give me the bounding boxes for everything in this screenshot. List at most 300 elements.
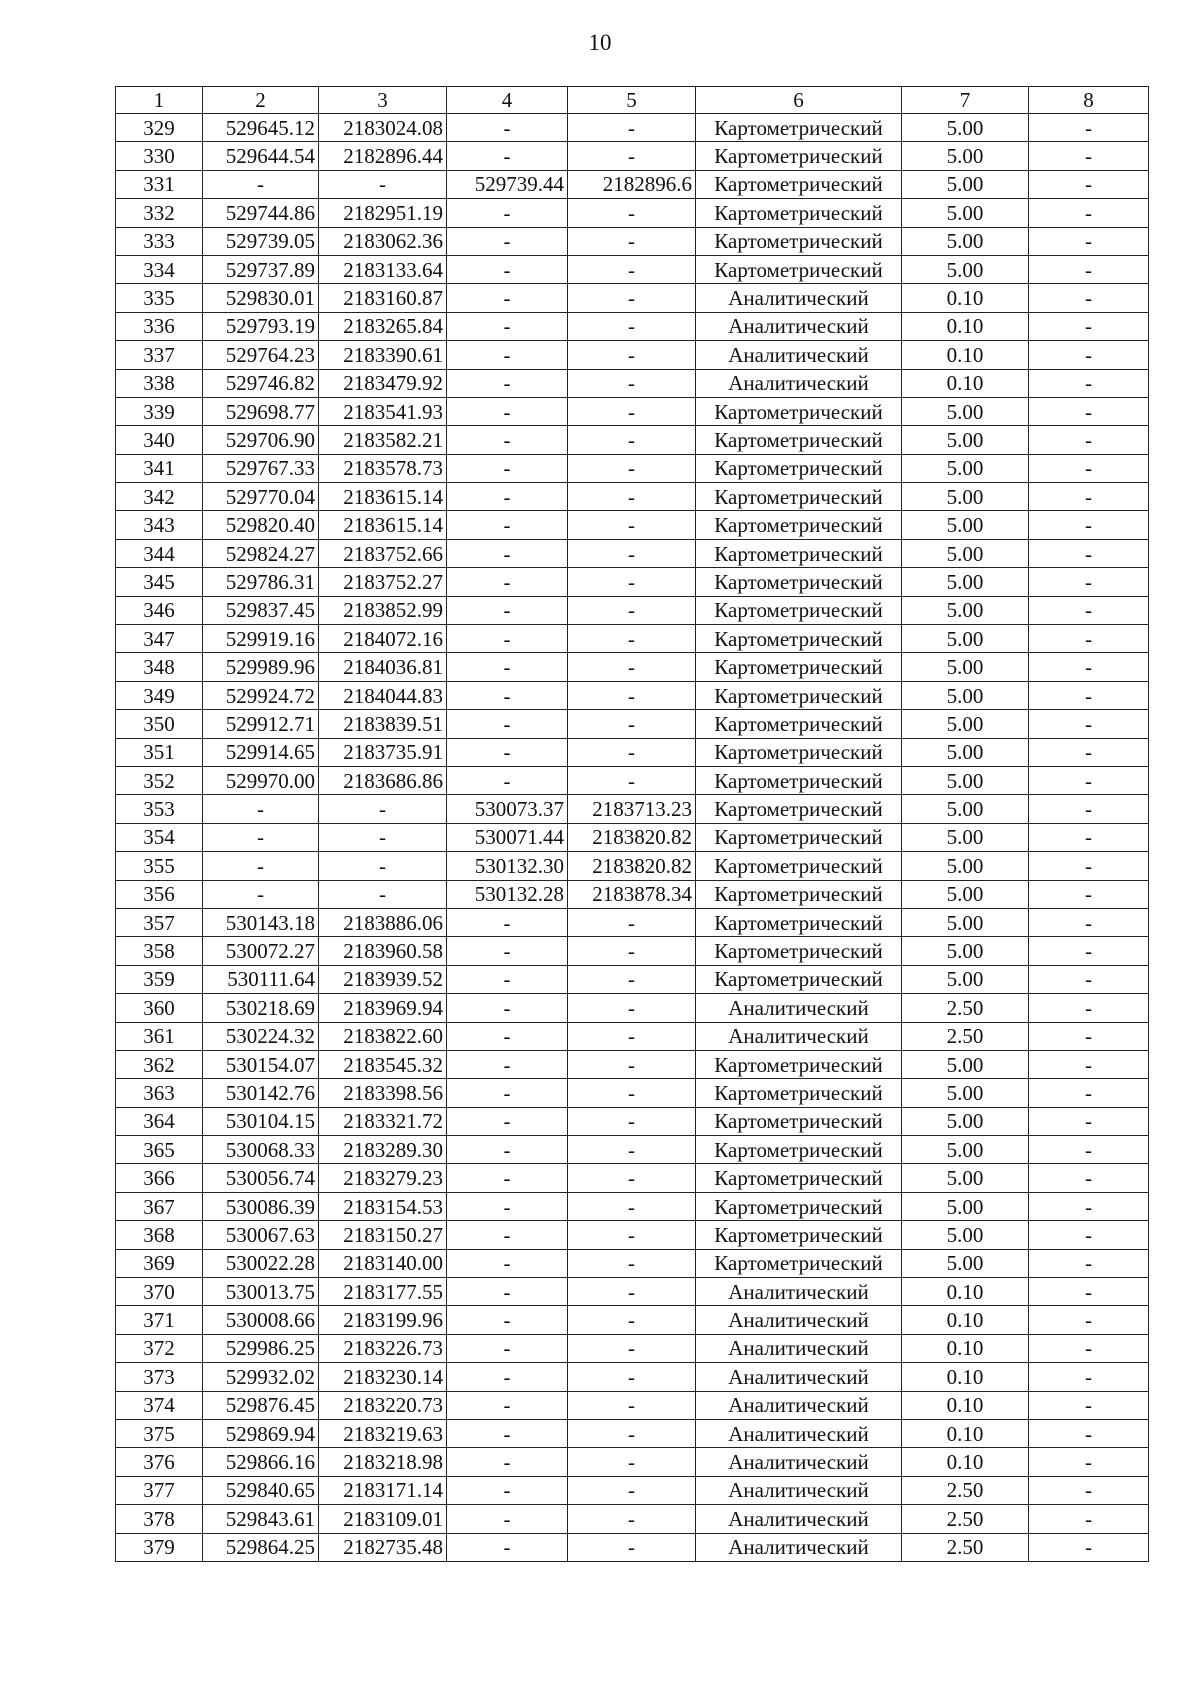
cell-method: Аналитический bbox=[696, 312, 902, 340]
cell-y-new: - bbox=[568, 1107, 696, 1135]
cell-method: Картометрический bbox=[696, 596, 902, 624]
cell-method: Аналитический bbox=[696, 1363, 902, 1391]
cell-point-number: 351 bbox=[116, 738, 203, 766]
cell-y-coordinate: 2183220.73 bbox=[319, 1391, 447, 1419]
cell-y-new: - bbox=[568, 199, 696, 227]
cell-note: - bbox=[1029, 596, 1149, 624]
cell-x-new: - bbox=[447, 1306, 568, 1334]
cell-x-coordinate: 529986.25 bbox=[203, 1334, 319, 1362]
table-row bbox=[116, 596, 1149, 624]
cell-y-new: - bbox=[568, 142, 696, 170]
cell-y-coordinate: 2183150.27 bbox=[319, 1221, 447, 1249]
cell-x-new: - bbox=[447, 937, 568, 965]
cell-point-number: 366 bbox=[116, 1164, 203, 1192]
cell-y-new: - bbox=[568, 1022, 696, 1050]
cell-x-new: - bbox=[447, 312, 568, 340]
cell-note: - bbox=[1029, 625, 1149, 653]
table-row bbox=[116, 1221, 1149, 1249]
cell-note: - bbox=[1029, 738, 1149, 766]
cell-note: - bbox=[1029, 341, 1149, 369]
cell-y-new: - bbox=[568, 1050, 696, 1078]
table-row bbox=[116, 568, 1149, 596]
cell-x-new: - bbox=[447, 1391, 568, 1419]
cell-y-new: - bbox=[568, 908, 696, 936]
cell-note: - bbox=[1029, 994, 1149, 1022]
cell-accuracy: 5.00 bbox=[902, 397, 1029, 425]
cell-y-coordinate: 2183160.87 bbox=[319, 284, 447, 312]
cell-accuracy: 0.10 bbox=[902, 1278, 1029, 1306]
cell-x-coordinate: 529824.27 bbox=[203, 539, 319, 567]
table-row bbox=[116, 908, 1149, 936]
cell-y-coordinate: - bbox=[319, 795, 447, 823]
cell-x-coordinate: 530068.33 bbox=[203, 1136, 319, 1164]
cell-method: Картометрический bbox=[696, 483, 902, 511]
cell-x-new: - bbox=[447, 142, 568, 170]
cell-accuracy: 5.00 bbox=[902, 965, 1029, 993]
table-row bbox=[116, 284, 1149, 312]
table-row bbox=[116, 965, 1149, 993]
cell-y-new: - bbox=[568, 1533, 696, 1561]
cell-x-coordinate: 529770.04 bbox=[203, 483, 319, 511]
cell-note: - bbox=[1029, 1079, 1149, 1107]
cell-note: - bbox=[1029, 1107, 1149, 1135]
cell-method: Аналитический bbox=[696, 994, 902, 1022]
cell-x-coordinate: 529912.71 bbox=[203, 710, 319, 738]
cell-method: Картометрический bbox=[696, 908, 902, 936]
column-header-1: 1 bbox=[116, 87, 203, 114]
cell-method: Картометрический bbox=[696, 1249, 902, 1277]
cell-note: - bbox=[1029, 1391, 1149, 1419]
cell-x-new: - bbox=[447, 1334, 568, 1362]
cell-y-new: - bbox=[568, 426, 696, 454]
cell-y-new: - bbox=[568, 483, 696, 511]
cell-y-new: - bbox=[568, 681, 696, 709]
table-row bbox=[116, 766, 1149, 794]
cell-x-new: - bbox=[447, 1476, 568, 1504]
cell-point-number: 357 bbox=[116, 908, 203, 936]
cell-method: Аналитический bbox=[696, 1022, 902, 1050]
cell-x-coordinate: 529820.40 bbox=[203, 511, 319, 539]
cell-note: - bbox=[1029, 1249, 1149, 1277]
cell-x-new: - bbox=[447, 1505, 568, 1533]
cell-accuracy: 5.00 bbox=[902, 852, 1029, 880]
cell-method: Картометрический bbox=[696, 1050, 902, 1078]
cell-y-coordinate: 2183154.53 bbox=[319, 1192, 447, 1220]
table-row bbox=[116, 1249, 1149, 1277]
cell-method: Картометрический bbox=[696, 795, 902, 823]
cell-y-new: - bbox=[568, 369, 696, 397]
cell-accuracy: 5.00 bbox=[902, 625, 1029, 653]
cell-point-number: 343 bbox=[116, 511, 203, 539]
cell-x-new: - bbox=[447, 596, 568, 624]
header-row bbox=[116, 87, 1149, 114]
cell-x-new: - bbox=[447, 199, 568, 227]
cell-x-coordinate: 530067.63 bbox=[203, 1221, 319, 1249]
cell-y-coordinate: 2183615.14 bbox=[319, 511, 447, 539]
table-row bbox=[116, 1334, 1149, 1362]
cell-note: - bbox=[1029, 1505, 1149, 1533]
cell-x-coordinate: 530218.69 bbox=[203, 994, 319, 1022]
cell-y-new: - bbox=[568, 568, 696, 596]
cell-note: - bbox=[1029, 1533, 1149, 1561]
cell-y-new: - bbox=[568, 1079, 696, 1107]
cell-method: Картометрический bbox=[696, 738, 902, 766]
cell-point-number: 361 bbox=[116, 1022, 203, 1050]
cell-accuracy: 0.10 bbox=[902, 284, 1029, 312]
cell-accuracy: 5.00 bbox=[902, 1107, 1029, 1135]
cell-point-number: 345 bbox=[116, 568, 203, 596]
cell-y-coordinate: 2183969.94 bbox=[319, 994, 447, 1022]
cell-x-new: - bbox=[447, 738, 568, 766]
cell-point-number: 339 bbox=[116, 397, 203, 425]
cell-point-number: 367 bbox=[116, 1192, 203, 1220]
cell-x-new: - bbox=[447, 1022, 568, 1050]
cell-x-new: - bbox=[447, 710, 568, 738]
table-row bbox=[116, 1050, 1149, 1078]
cell-x-coordinate: - bbox=[203, 880, 319, 908]
column-header-6: 6 bbox=[696, 87, 902, 114]
cell-accuracy: 5.00 bbox=[902, 483, 1029, 511]
cell-y-coordinate: 2184044.83 bbox=[319, 681, 447, 709]
cell-method: Картометрический bbox=[696, 852, 902, 880]
cell-point-number: 332 bbox=[116, 199, 203, 227]
cell-method: Картометрический bbox=[696, 823, 902, 851]
cell-y-new: - bbox=[568, 1164, 696, 1192]
cell-accuracy: 0.10 bbox=[902, 1391, 1029, 1419]
cell-note: - bbox=[1029, 681, 1149, 709]
cell-y-new: - bbox=[568, 1391, 696, 1419]
cell-accuracy: 0.10 bbox=[902, 312, 1029, 340]
cell-x-coordinate: 529864.25 bbox=[203, 1533, 319, 1561]
cell-x-new: - bbox=[447, 1107, 568, 1135]
cell-x-coordinate: 529644.54 bbox=[203, 142, 319, 170]
coordinates-table bbox=[115, 86, 1149, 1562]
table-row bbox=[116, 397, 1149, 425]
cell-x-new: - bbox=[447, 681, 568, 709]
table-row bbox=[116, 1391, 1149, 1419]
cell-y-coordinate: 2183541.93 bbox=[319, 397, 447, 425]
cell-note: - bbox=[1029, 852, 1149, 880]
cell-x-new: - bbox=[447, 766, 568, 794]
cell-point-number: 353 bbox=[116, 795, 203, 823]
cell-point-number: 359 bbox=[116, 965, 203, 993]
cell-x-new: - bbox=[447, 1363, 568, 1391]
cell-point-number: 337 bbox=[116, 341, 203, 369]
cell-point-number: 373 bbox=[116, 1363, 203, 1391]
table-row bbox=[116, 341, 1149, 369]
cell-point-number: 335 bbox=[116, 284, 203, 312]
cell-x-coordinate: - bbox=[203, 823, 319, 851]
cell-x-new: - bbox=[447, 1278, 568, 1306]
cell-note: - bbox=[1029, 908, 1149, 936]
table-row bbox=[116, 426, 1149, 454]
table-row bbox=[116, 994, 1149, 1022]
cell-x-new: - bbox=[447, 341, 568, 369]
cell-accuracy: 5.00 bbox=[902, 1221, 1029, 1249]
cell-y-coordinate: 2183265.84 bbox=[319, 312, 447, 340]
cell-note: - bbox=[1029, 284, 1149, 312]
cell-y-coordinate: 2183545.32 bbox=[319, 1050, 447, 1078]
cell-y-new: - bbox=[568, 766, 696, 794]
cell-note: - bbox=[1029, 1136, 1149, 1164]
cell-y-coordinate: 2183321.72 bbox=[319, 1107, 447, 1135]
cell-y-coordinate: 2183024.08 bbox=[319, 114, 447, 142]
cell-x-coordinate: 529970.00 bbox=[203, 766, 319, 794]
cell-method: Картометрический bbox=[696, 227, 902, 255]
cell-x-coordinate: 529837.45 bbox=[203, 596, 319, 624]
cell-y-new: 2183878.34 bbox=[568, 880, 696, 908]
table-row bbox=[116, 852, 1149, 880]
cell-accuracy: 5.00 bbox=[902, 795, 1029, 823]
cell-accuracy: 5.00 bbox=[902, 880, 1029, 908]
cell-x-coordinate: 529737.89 bbox=[203, 255, 319, 283]
cell-x-new: - bbox=[447, 426, 568, 454]
cell-x-new: - bbox=[447, 625, 568, 653]
table-row bbox=[116, 227, 1149, 255]
cell-y-new: - bbox=[568, 114, 696, 142]
cell-x-coordinate: - bbox=[203, 852, 319, 880]
cell-y-new: - bbox=[568, 255, 696, 283]
cell-y-new: - bbox=[568, 454, 696, 482]
table-row bbox=[116, 255, 1149, 283]
cell-y-coordinate: 2183140.00 bbox=[319, 1249, 447, 1277]
cell-method: Картометрический bbox=[696, 625, 902, 653]
cell-y-coordinate: 2183839.51 bbox=[319, 710, 447, 738]
cell-point-number: 350 bbox=[116, 710, 203, 738]
cell-x-new: - bbox=[447, 511, 568, 539]
table-row bbox=[116, 1419, 1149, 1447]
cell-point-number: 334 bbox=[116, 255, 203, 283]
table-row bbox=[116, 369, 1149, 397]
cell-method: Аналитический bbox=[696, 369, 902, 397]
cell-point-number: 340 bbox=[116, 426, 203, 454]
cell-x-new: - bbox=[447, 1221, 568, 1249]
cell-y-coordinate: 2183177.55 bbox=[319, 1278, 447, 1306]
table-row bbox=[116, 511, 1149, 539]
cell-y-new: - bbox=[568, 937, 696, 965]
cell-y-coordinate: 2182896.44 bbox=[319, 142, 447, 170]
table-row bbox=[116, 710, 1149, 738]
cell-y-coordinate: 2183062.36 bbox=[319, 227, 447, 255]
cell-y-new: - bbox=[568, 227, 696, 255]
cell-method: Аналитический bbox=[696, 1334, 902, 1362]
page-number: 10 bbox=[588, 30, 612, 55]
cell-y-coordinate: 2183752.27 bbox=[319, 568, 447, 596]
cell-y-new: - bbox=[568, 1448, 696, 1476]
cell-y-coordinate: 2183822.60 bbox=[319, 1022, 447, 1050]
cell-x-new: - bbox=[447, 1249, 568, 1277]
cell-y-new: - bbox=[568, 312, 696, 340]
table-row bbox=[116, 795, 1149, 823]
column-header-4: 4 bbox=[447, 87, 568, 114]
table-row bbox=[116, 681, 1149, 709]
cell-x-new: - bbox=[447, 454, 568, 482]
cell-point-number: 374 bbox=[116, 1391, 203, 1419]
cell-method: Картометрический bbox=[696, 199, 902, 227]
cell-note: - bbox=[1029, 1050, 1149, 1078]
cell-y-coordinate: - bbox=[319, 170, 447, 198]
cell-point-number: 355 bbox=[116, 852, 203, 880]
cell-y-new: 2183820.82 bbox=[568, 852, 696, 880]
column-header-8: 8 bbox=[1029, 87, 1149, 114]
cell-point-number: 363 bbox=[116, 1079, 203, 1107]
cell-x-new: - bbox=[447, 255, 568, 283]
cell-method: Картометрический bbox=[696, 1079, 902, 1107]
cell-y-new: - bbox=[568, 710, 696, 738]
cell-x-new: - bbox=[447, 1136, 568, 1164]
cell-y-new: - bbox=[568, 965, 696, 993]
cell-x-coordinate: 529744.86 bbox=[203, 199, 319, 227]
cell-x-new: 530071.44 bbox=[447, 823, 568, 851]
cell-accuracy: 5.00 bbox=[902, 426, 1029, 454]
cell-x-coordinate: 529876.45 bbox=[203, 1391, 319, 1419]
cell-y-new: - bbox=[568, 653, 696, 681]
cell-accuracy: 5.00 bbox=[902, 170, 1029, 198]
cell-y-new: - bbox=[568, 341, 696, 369]
cell-y-coordinate: 2183582.21 bbox=[319, 426, 447, 454]
cell-method: Картометрический bbox=[696, 653, 902, 681]
table-row bbox=[116, 1079, 1149, 1107]
cell-y-new: 2182896.6 bbox=[568, 170, 696, 198]
table-body bbox=[116, 114, 1149, 1562]
cell-x-coordinate: 530142.76 bbox=[203, 1079, 319, 1107]
column-header-7: 7 bbox=[902, 87, 1029, 114]
cell-note: - bbox=[1029, 454, 1149, 482]
cell-x-coordinate: 529706.90 bbox=[203, 426, 319, 454]
cell-accuracy: 0.10 bbox=[902, 1306, 1029, 1334]
cell-method: Картометрический bbox=[696, 114, 902, 142]
cell-method: Картометрический bbox=[696, 454, 902, 482]
table-row bbox=[116, 1476, 1149, 1504]
cell-accuracy: 0.10 bbox=[902, 1363, 1029, 1391]
cell-y-new: - bbox=[568, 994, 696, 1022]
table-row bbox=[116, 1278, 1149, 1306]
cell-x-new: - bbox=[447, 539, 568, 567]
cell-y-new: - bbox=[568, 1363, 696, 1391]
cell-y-coordinate: 2184072.16 bbox=[319, 625, 447, 653]
table-row bbox=[116, 1164, 1149, 1192]
cell-accuracy: 2.50 bbox=[902, 994, 1029, 1022]
cell-x-new: - bbox=[447, 994, 568, 1022]
column-header-5: 5 bbox=[568, 87, 696, 114]
cell-y-coordinate: 2183686.86 bbox=[319, 766, 447, 794]
cell-note: - bbox=[1029, 1363, 1149, 1391]
cell-method: Картометрический bbox=[696, 880, 902, 908]
cell-x-new: - bbox=[447, 1419, 568, 1447]
cell-point-number: 329 bbox=[116, 114, 203, 142]
column-header-2: 2 bbox=[203, 87, 319, 114]
cell-y-new: - bbox=[568, 1476, 696, 1504]
cell-point-number: 368 bbox=[116, 1221, 203, 1249]
cell-point-number: 356 bbox=[116, 880, 203, 908]
cell-point-number: 338 bbox=[116, 369, 203, 397]
table-row bbox=[116, 1505, 1149, 1533]
cell-accuracy: 5.00 bbox=[902, 937, 1029, 965]
cell-y-coordinate: - bbox=[319, 852, 447, 880]
table-row bbox=[116, 1022, 1149, 1050]
cell-x-coordinate: 529866.16 bbox=[203, 1448, 319, 1476]
cell-y-coordinate: 2183218.98 bbox=[319, 1448, 447, 1476]
cell-y-new: - bbox=[568, 738, 696, 766]
cell-note: - bbox=[1029, 1334, 1149, 1362]
cell-accuracy: 2.50 bbox=[902, 1533, 1029, 1561]
cell-point-number: 365 bbox=[116, 1136, 203, 1164]
cell-point-number: 375 bbox=[116, 1419, 203, 1447]
table-row bbox=[116, 1306, 1149, 1334]
cell-accuracy: 5.00 bbox=[902, 738, 1029, 766]
table-row bbox=[116, 142, 1149, 170]
cell-x-new: - bbox=[447, 1533, 568, 1561]
cell-y-coordinate: 2182735.48 bbox=[319, 1533, 447, 1561]
table-row bbox=[116, 738, 1149, 766]
cell-accuracy: 0.10 bbox=[902, 1419, 1029, 1447]
cell-point-number: 349 bbox=[116, 681, 203, 709]
cell-point-number: 333 bbox=[116, 227, 203, 255]
table-row bbox=[116, 114, 1149, 142]
table-row bbox=[116, 653, 1149, 681]
cell-note: - bbox=[1029, 142, 1149, 170]
cell-accuracy: 5.00 bbox=[902, 1079, 1029, 1107]
cell-y-coordinate: 2183578.73 bbox=[319, 454, 447, 482]
cell-x-coordinate: 530143.18 bbox=[203, 908, 319, 936]
cell-accuracy: 5.00 bbox=[902, 710, 1029, 738]
cell-accuracy: 5.00 bbox=[902, 1192, 1029, 1220]
cell-note: - bbox=[1029, 511, 1149, 539]
cell-note: - bbox=[1029, 1476, 1149, 1504]
cell-accuracy: 2.50 bbox=[902, 1022, 1029, 1050]
cell-point-number: 371 bbox=[116, 1306, 203, 1334]
cell-method: Картометрический bbox=[696, 426, 902, 454]
table-row bbox=[116, 1192, 1149, 1220]
cell-accuracy: 5.00 bbox=[902, 1050, 1029, 1078]
cell-x-new: - bbox=[447, 397, 568, 425]
cell-x-new: 530132.30 bbox=[447, 852, 568, 880]
cell-y-coordinate: 2184036.81 bbox=[319, 653, 447, 681]
cell-x-new: - bbox=[447, 1050, 568, 1078]
table-row bbox=[116, 1363, 1149, 1391]
cell-accuracy: 5.00 bbox=[902, 142, 1029, 170]
cell-y-new: - bbox=[568, 1306, 696, 1334]
cell-y-new: - bbox=[568, 539, 696, 567]
cell-note: - bbox=[1029, 1278, 1149, 1306]
cell-y-new: 2183713.23 bbox=[568, 795, 696, 823]
cell-x-coordinate: 530086.39 bbox=[203, 1192, 319, 1220]
table-row bbox=[116, 1107, 1149, 1135]
cell-x-new: - bbox=[447, 483, 568, 511]
cell-method: Картометрический bbox=[696, 1136, 902, 1164]
cell-note: - bbox=[1029, 483, 1149, 511]
cell-point-number: 369 bbox=[116, 1249, 203, 1277]
cell-note: - bbox=[1029, 710, 1149, 738]
cell-x-new: - bbox=[447, 653, 568, 681]
cell-note: - bbox=[1029, 255, 1149, 283]
cell-y-new: - bbox=[568, 1136, 696, 1164]
cell-note: - bbox=[1029, 170, 1149, 198]
cell-x-coordinate: 530104.15 bbox=[203, 1107, 319, 1135]
cell-method: Картометрический bbox=[696, 255, 902, 283]
cell-note: - bbox=[1029, 795, 1149, 823]
cell-method: Аналитический bbox=[696, 341, 902, 369]
cell-y-coordinate: 2183230.14 bbox=[319, 1363, 447, 1391]
cell-x-coordinate: 530013.75 bbox=[203, 1278, 319, 1306]
cell-point-number: 348 bbox=[116, 653, 203, 681]
cell-y-coordinate: 2183886.06 bbox=[319, 908, 447, 936]
cell-y-new: - bbox=[568, 625, 696, 653]
cell-note: - bbox=[1029, 1419, 1149, 1447]
cell-method: Картометрический bbox=[696, 965, 902, 993]
cell-y-coordinate: 2183752.66 bbox=[319, 539, 447, 567]
cell-method: Картометрический bbox=[696, 1192, 902, 1220]
